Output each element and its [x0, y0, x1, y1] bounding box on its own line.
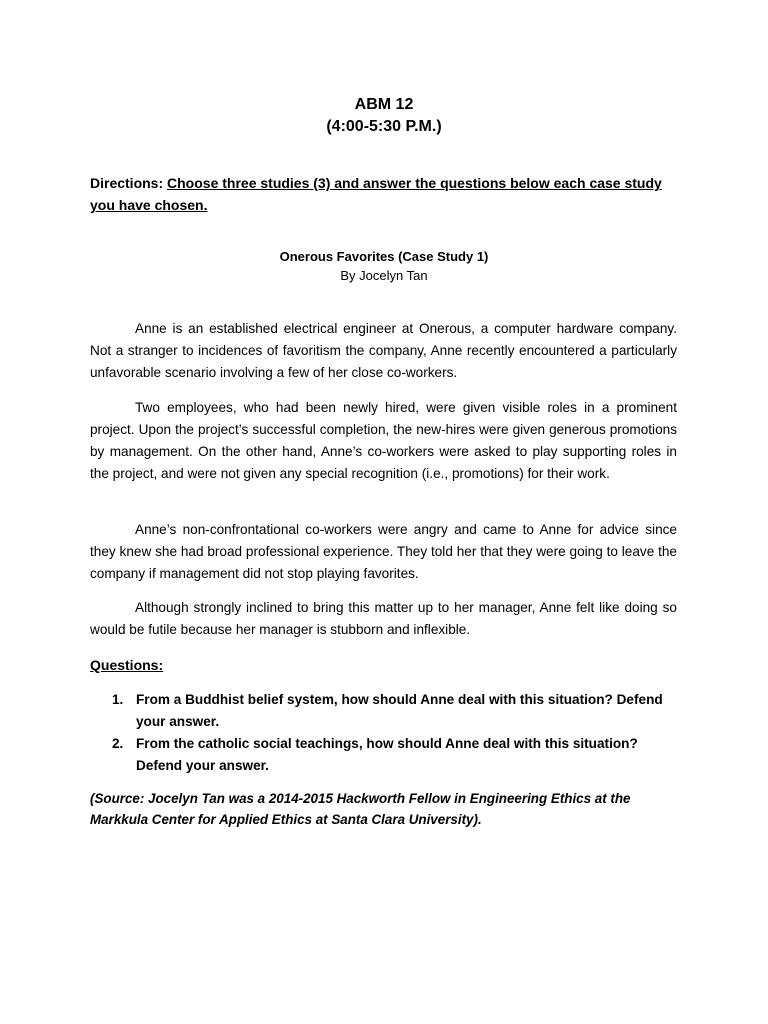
source-citation: (Source: Jocelyn Tan was a 2014-2015 Hackworth Fellow in Engineering Ethics at the Markkula Center for Applied Ethics at Santa Clara University). — [90, 791, 631, 827]
course-title: ABM 12 — [354, 96, 414, 113]
questions-heading: Questions: — [90, 657, 164, 673]
question-number: 2. — [112, 736, 124, 751]
directions-text: Choose three studies (3) and answer the questions below each case study you have chosen. — [90, 175, 662, 213]
paragraph-4: Although strongly inclined to bring this matter up to her manager, Anne felt like doing so would be futile because her manager is stubborn and inflexible. — [90, 600, 677, 637]
question-text: From the catholic social teachings, how should Anne deal with this situation? Defend your answer. — [136, 736, 638, 773]
paragraph-3: Anne’s non-confrontational co-workers were angry and came to Anne for advice since they knew she had broad professional experience. They told her that they were going to leave the company if management did not stop playing favorites. — [90, 522, 677, 581]
directions — [90, 172, 680, 216]
case-study-author: By Jocelyn Tan — [340, 268, 428, 283]
question-text: From a Buddhist belief system, how should Anne deal with this situation? Defend your answer. — [136, 692, 663, 729]
directions-label: Directions: — [90, 175, 168, 191]
paragraph-1: Anne is an established electrical engineer at Onerous, a computer hardware company. Not a stranger to incidences of favoritism the company, Anne recently encountered a particularly unfavorable scenario involving a few of her close co-workers. — [90, 321, 677, 380]
question-item — [90, 733, 682, 777]
paragraph-2: Two employees, who had been newly hired, were given visible roles in a prominent project. Upon the project’s successful completion, the new-hires were given generous promotions by management. On the other hand, Anne’s co-workers were asked to play supporting roles in the project, and were not given any special recognition (i.e., promotions) for their work. — [90, 400, 677, 481]
question-number: 1. — [112, 692, 124, 707]
question-item — [90, 689, 682, 733]
questions-list — [90, 689, 682, 777]
case-study-title: Onerous Favorites (Case Study 1) — [279, 249, 489, 264]
class-schedule: (4:00-5:30 P.M.) — [326, 118, 442, 135]
